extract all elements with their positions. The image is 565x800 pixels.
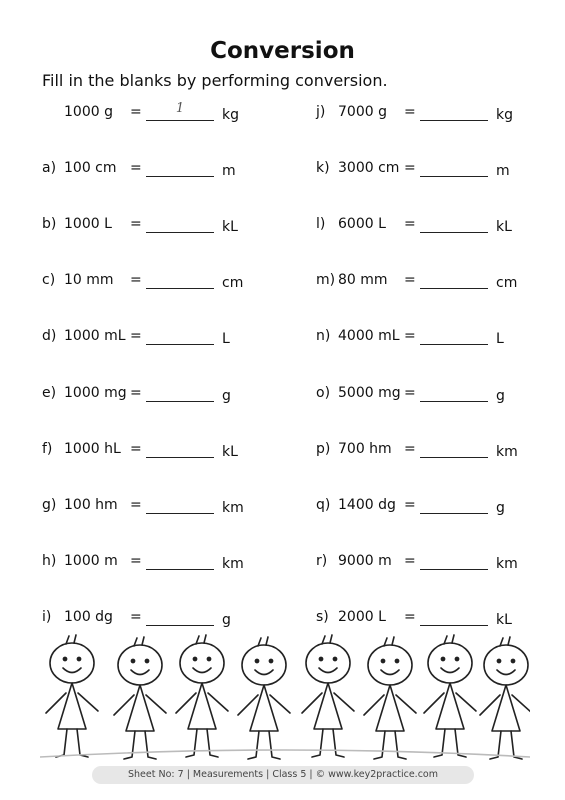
question-quantity: 100 cm	[64, 160, 117, 176]
kid-figure	[302, 635, 354, 757]
question-label: d)	[42, 328, 57, 344]
question-row	[42, 272, 272, 296]
question-label: r)	[316, 553, 328, 569]
kid-figure	[176, 635, 228, 757]
question-label: j)	[316, 104, 326, 120]
target-unit: kg	[496, 107, 513, 123]
equals-sign: =	[130, 553, 142, 569]
kid-figure	[424, 635, 476, 757]
answer-blank[interactable]	[420, 160, 488, 177]
question-label: s)	[316, 609, 329, 625]
question-row	[42, 441, 272, 465]
question-quantity: 1000 L	[64, 216, 112, 232]
question-quantity: 80 mm	[338, 272, 388, 288]
answer-blank[interactable]	[420, 553, 488, 570]
kid-figure	[480, 637, 530, 759]
answer-blank[interactable]	[420, 497, 488, 514]
answer-blank[interactable]	[420, 385, 488, 402]
question-quantity: 100 dg	[64, 609, 113, 625]
question-row	[316, 104, 546, 128]
equals-sign: =	[130, 216, 142, 232]
question-row	[316, 272, 546, 296]
question-label: i)	[42, 609, 52, 625]
target-unit: kL	[222, 444, 238, 460]
equals-sign: =	[130, 104, 142, 120]
equals-sign: =	[130, 272, 142, 288]
question-quantity: 6000 L	[338, 216, 386, 232]
question-row	[42, 385, 272, 409]
question-quantity: 700 hm	[338, 441, 392, 457]
question-quantity: 1000 mg	[64, 385, 127, 401]
equals-sign: =	[404, 272, 416, 288]
answer-blank[interactable]	[146, 216, 214, 233]
target-unit: g	[222, 388, 231, 404]
question-quantity: 1400 dg	[338, 497, 396, 513]
question-row	[316, 160, 546, 184]
target-unit: km	[496, 556, 518, 572]
question-row	[316, 216, 546, 240]
answer-blank[interactable]	[146, 160, 214, 177]
question-row	[316, 497, 546, 521]
equals-sign: =	[130, 328, 142, 344]
equals-sign: =	[130, 441, 142, 457]
equals-sign: =	[404, 104, 416, 120]
question-label: l)	[316, 216, 326, 232]
equals-sign: =	[130, 497, 142, 513]
equals-sign: =	[404, 328, 416, 344]
answer-blank[interactable]	[146, 553, 214, 570]
kid-figure	[364, 637, 416, 759]
question-row	[316, 553, 546, 577]
question-quantity: 1000 hL	[64, 441, 121, 457]
target-unit: km	[496, 444, 518, 460]
question-row	[42, 497, 272, 521]
answer-blank[interactable]	[420, 272, 488, 289]
question-label: a)	[42, 160, 57, 176]
answer-blank[interactable]	[146, 272, 214, 289]
question-quantity: 100 hm	[64, 497, 118, 513]
answer-blank[interactable]	[420, 441, 488, 458]
kid-figure	[114, 637, 166, 759]
target-unit: kL	[496, 612, 512, 628]
question-label: k)	[316, 160, 330, 176]
question-row	[316, 328, 546, 352]
answer-blank[interactable]	[420, 328, 488, 345]
question-quantity: 1000 m	[64, 553, 118, 569]
answer-blank[interactable]	[146, 497, 214, 514]
target-unit: cm	[496, 275, 518, 291]
equals-sign: =	[404, 609, 416, 625]
answer-blank[interactable]	[146, 328, 214, 345]
question-quantity: 7000 g	[338, 104, 387, 120]
target-unit: g	[496, 500, 505, 516]
target-unit: km	[222, 556, 244, 572]
equals-sign: =	[404, 385, 416, 401]
worksheet-instructions: Fill in the blanks by performing conversion.	[42, 71, 388, 90]
question-quantity: 9000 m	[338, 553, 392, 569]
worksheet-title: Conversion	[210, 38, 355, 64]
question-label: p)	[316, 441, 331, 457]
equals-sign: =	[404, 553, 416, 569]
target-unit: m	[222, 163, 236, 179]
target-unit: g	[496, 388, 505, 404]
question-row	[42, 160, 272, 184]
question-row	[316, 441, 546, 465]
question-quantity: 2000 L	[338, 609, 386, 625]
question-quantity: 3000 cm	[338, 160, 400, 176]
kid-figure	[238, 637, 290, 759]
answer-blank[interactable]	[420, 609, 488, 626]
answer-blank[interactable]: 1	[146, 104, 214, 121]
answer-blank[interactable]	[146, 441, 214, 458]
question-quantity: 5000 mg	[338, 385, 401, 401]
equals-sign: =	[130, 385, 142, 401]
target-unit: L	[222, 331, 230, 347]
question-label: f)	[42, 441, 53, 457]
question-label: q)	[316, 497, 331, 513]
target-unit: kg	[222, 107, 239, 123]
target-unit: m	[496, 163, 510, 179]
question-row	[42, 101, 272, 128]
question-quantity: 4000 mL	[338, 328, 400, 344]
question-label: m)	[316, 272, 336, 288]
footer-bar	[92, 766, 474, 784]
question-quantity: 1000 g	[64, 104, 113, 120]
equals-sign: =	[130, 609, 142, 625]
question-quantity: 1000 mL	[64, 328, 126, 344]
target-unit: g	[222, 612, 231, 628]
target-unit: L	[496, 331, 504, 347]
target-unit: kL	[496, 219, 512, 235]
target-unit: cm	[222, 275, 244, 291]
equals-sign: =	[404, 216, 416, 232]
kid-figure	[46, 635, 98, 757]
footer-text: Sheet No: 7 | Measurements | Class 5 | © www.key2practice.com	[128, 769, 438, 780]
question-row	[42, 328, 272, 352]
question-row	[316, 385, 546, 409]
equals-sign: =	[404, 160, 416, 176]
target-unit: km	[222, 500, 244, 516]
question-row	[42, 216, 272, 240]
question-label: n)	[316, 328, 331, 344]
answer-blank[interactable]	[420, 104, 488, 121]
question-quantity: 10 mm	[64, 272, 114, 288]
target-unit: kL	[222, 219, 238, 235]
question-row	[42, 553, 272, 577]
answer-blank[interactable]	[420, 216, 488, 233]
answer-blank[interactable]	[146, 609, 214, 626]
question-label: b)	[42, 216, 57, 232]
equals-sign: =	[404, 441, 416, 457]
ground-line	[40, 750, 530, 757]
question-label: o)	[316, 385, 331, 401]
question-label: g)	[42, 497, 57, 513]
answer-blank[interactable]	[146, 385, 214, 402]
kids-illustration	[40, 625, 530, 760]
question-label: c)	[42, 272, 56, 288]
question-label: e)	[42, 385, 57, 401]
question-label: h)	[42, 553, 57, 569]
equals-sign: =	[404, 497, 416, 513]
equals-sign: =	[130, 160, 142, 176]
